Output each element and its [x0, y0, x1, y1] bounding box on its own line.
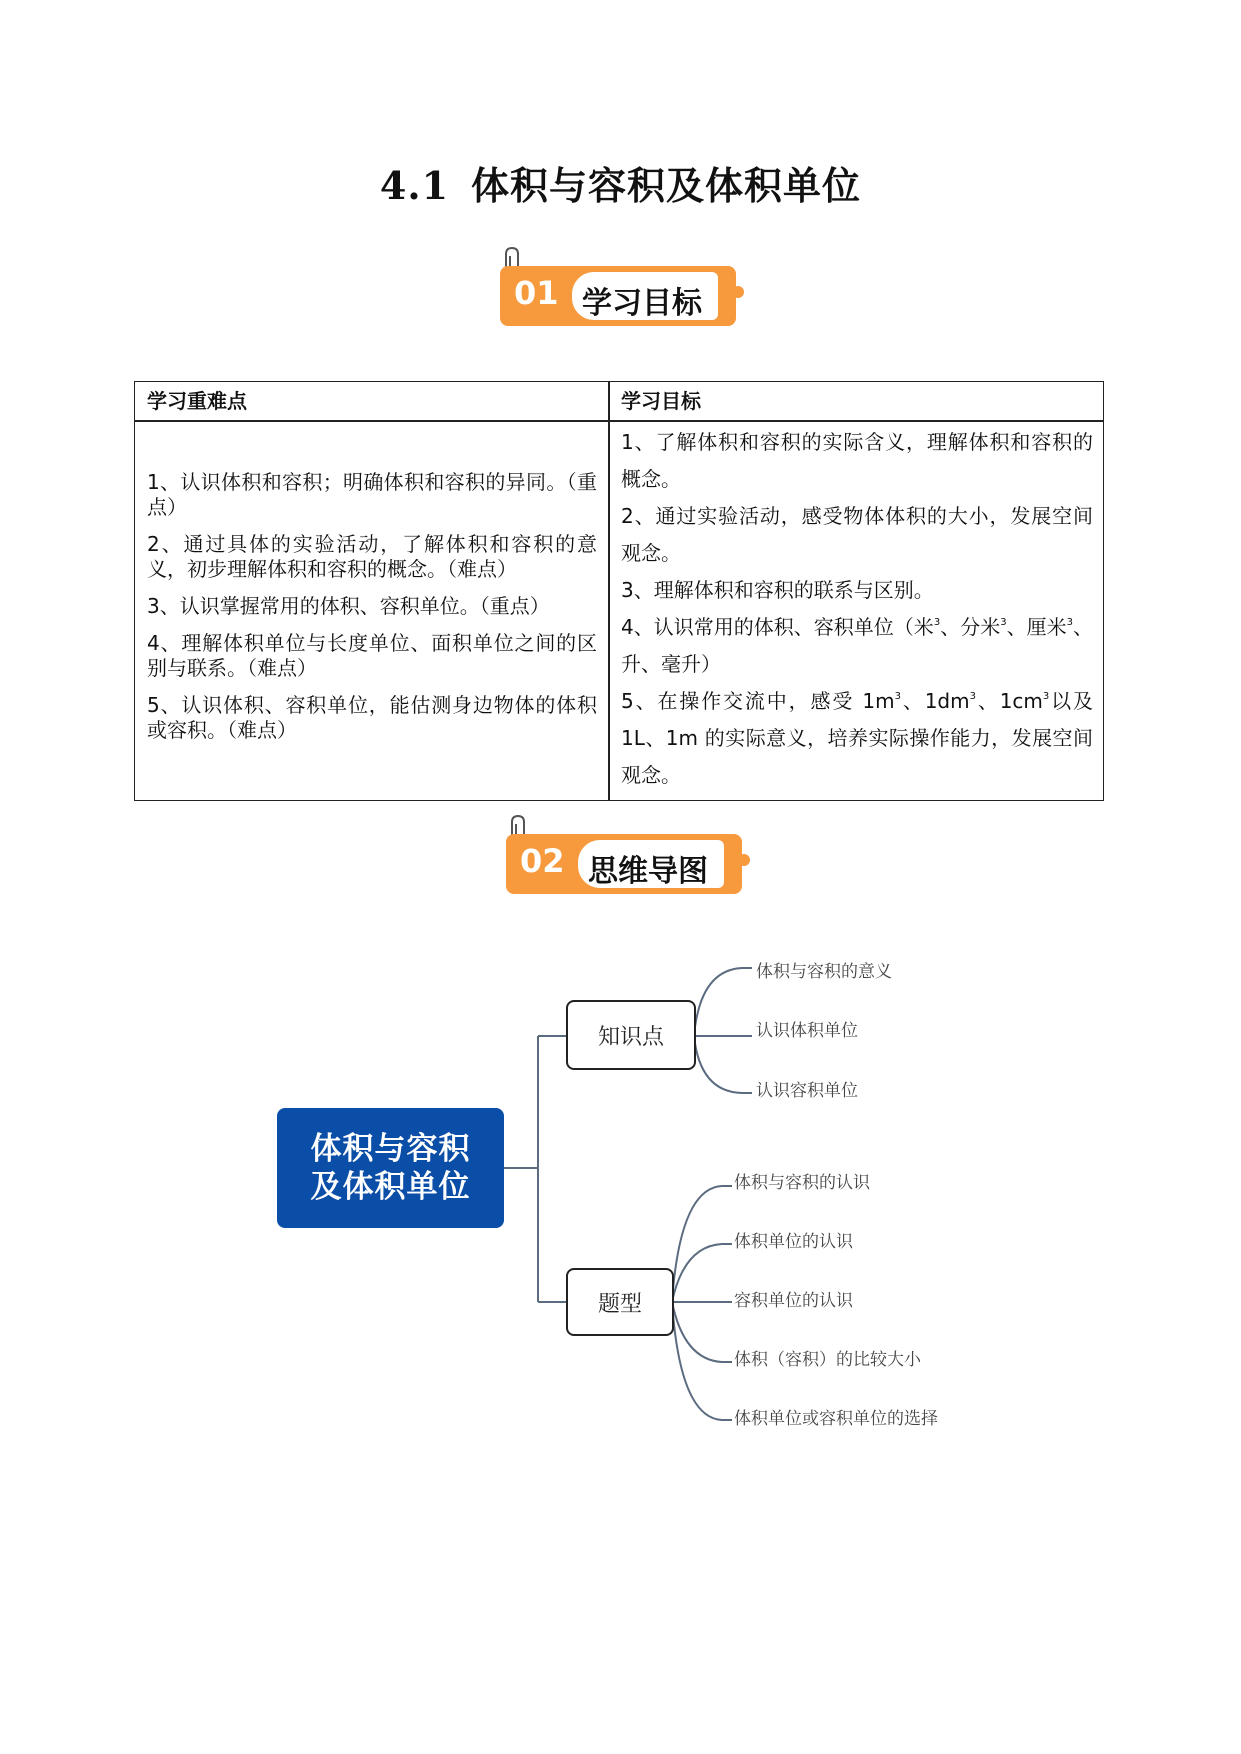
key-point-item: 3、认识掌握常用的体积、容积单位。（重点） — [147, 594, 550, 618]
mindmap-leaf: 体积单位的认识 — [734, 1232, 853, 1252]
key-point-item: 2、通过具体的实验活动，了解体积和容积的意义，初步理解体积和容积的概念。（难点） — [147, 532, 597, 581]
mindmap-leaf: 体积单位或容积单位的选择 — [734, 1409, 938, 1429]
badge-number: 02 — [520, 842, 565, 880]
mindmap-branch-question-types: 题型 — [566, 1268, 674, 1336]
key-point-item: 5、认识体积、容积单位，能估测身边物体的体积或容积。（难点） — [147, 693, 597, 742]
table-header-divider — [135, 420, 1103, 422]
goal-text: 5、在操作交流中，感受 1m — [621, 689, 895, 713]
badge-body — [500, 266, 736, 326]
goal-item: 2、通过实验活动，感受物体体积的大小，发展空间观念。 — [621, 504, 1093, 565]
badge-number: 01 — [514, 274, 559, 312]
mindmap-leaf: 体积与容积的认识 — [734, 1173, 870, 1193]
superscript: 3 — [894, 691, 901, 702]
badge-label: 思维导图 — [588, 854, 708, 889]
goal-text: 4、认识常用的体积、容积单位（米 — [621, 615, 934, 639]
goal-item-experience — [621, 683, 1093, 794]
key-point-item: 1、认识体积和容积；明确体积和容积的异同。（重点） — [147, 470, 597, 519]
table-header-goals: 学习目标 — [621, 389, 701, 413]
root-line: 体积与容积 — [310, 1131, 471, 1167]
goal-text: 、厘米 — [1006, 615, 1067, 639]
table-column-divider — [608, 382, 610, 800]
mindmap-branch-knowledge: 知识点 — [566, 1000, 696, 1070]
badge-label-box — [572, 272, 718, 320]
badge-label: 学习目标 — [582, 286, 702, 321]
key-point-item: 4、理解体积单位与长度单位、面积单位之间的区别与联系。（难点） — [147, 631, 597, 680]
goal-text: 以及 1L、1m 的实际意义，培养实际操作能力，发展空间观念。 — [621, 689, 1093, 787]
superscript: 3 — [1000, 617, 1007, 628]
title-number: 4.1 — [379, 163, 450, 208]
goal-item: 1、了解体积和容积的实际含义，理解体积和容积的概念。 — [621, 430, 1093, 491]
mindmap-leaf: 体积与容积的意义 — [756, 962, 892, 982]
goals-list — [621, 424, 1093, 794]
goal-item: 3、理解体积和容积的联系与区别。 — [621, 578, 934, 602]
superscript: 3 — [1066, 617, 1074, 628]
superscript: 3 — [1042, 691, 1050, 702]
goals-table — [134, 381, 1104, 801]
root-line: 及体积单位 — [310, 1169, 471, 1205]
superscript: 3 — [969, 691, 976, 702]
mindmap-leaf: 体积（容积）的比较大小 — [734, 1350, 921, 1370]
badge-notch — [738, 854, 750, 866]
page-title — [0, 155, 1241, 210]
goal-text: 、分米 — [940, 615, 1001, 639]
section-badge-mindmap — [504, 814, 744, 894]
goal-text: 、1cm — [975, 689, 1043, 713]
mindmap-leaf: 容积单位的认识 — [734, 1291, 853, 1311]
badge-label-box — [578, 840, 724, 888]
goal-item-units — [621, 609, 1093, 683]
mindmap-root — [277, 1108, 504, 1228]
section-badge-goals — [498, 246, 738, 326]
goal-text: 、升、毫升） — [621, 615, 1094, 676]
mindmap-leaf: 认识体积单位 — [756, 1021, 858, 1041]
goal-text: 、1dm — [900, 689, 970, 713]
table-header-key-points: 学习重难点 — [147, 389, 247, 413]
badge-body — [506, 834, 742, 894]
mindmap-leaf: 认识容积单位 — [756, 1081, 858, 1101]
title-text: 体积与容积及体积单位 — [471, 163, 862, 208]
superscript: 3 — [933, 617, 941, 628]
key-points-list — [147, 470, 597, 755]
badge-notch — [732, 286, 744, 298]
